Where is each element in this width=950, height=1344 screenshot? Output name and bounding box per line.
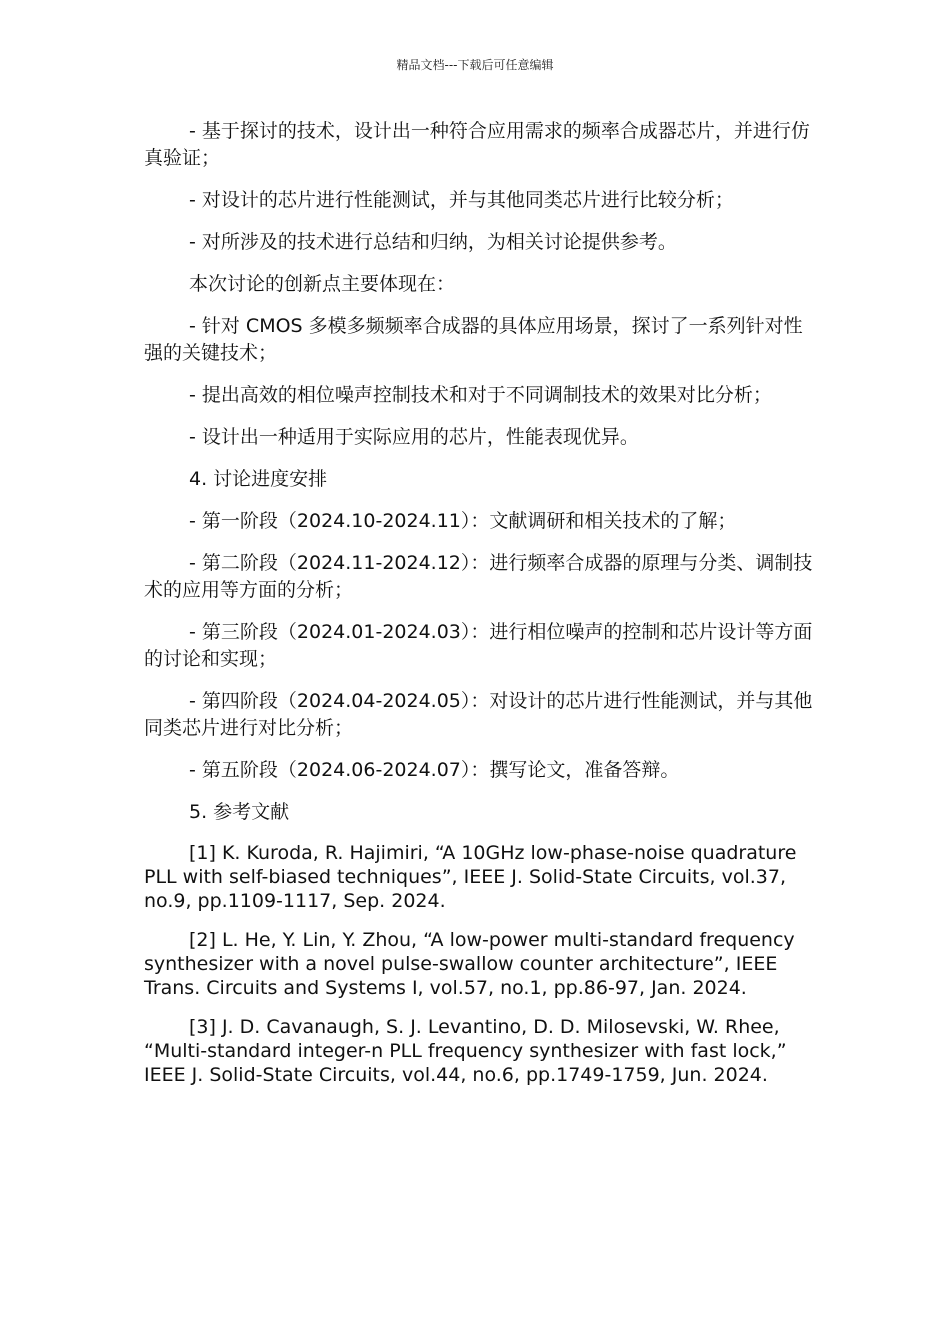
paragraph-innovation-3: - 设计出一种适用于实际应用的芯片，性能表现优异。 xyxy=(189,426,639,448)
reference-item-2: [2] L. He, Y. Lin, Y. Zhou, “A low-power multi-standard frequency synthesizer with a novel pulse-swallow counter architecture”, IEEE Trans. Circuits and Systems I, vol.57, no.1, pp.86-97, Jan. 2024. xyxy=(144,929,795,999)
paragraph-performance-test: - 对设计的芯片进行性能测试，并与其他同类芯片进行比较分析； xyxy=(189,189,734,211)
reference-item-1: [1] K. Kuroda, R. Hajimiri, “A 10GHz low-phase-noise quadrature PLL with self-biased techniques”, IEEE J. Solid-State Circuits, vol.37, no.9, pp.1109-1117, Sep. 2024. xyxy=(144,842,797,912)
schedule-phase-3: - 第三阶段（2024.01-2024.03）：进行相位噪声的控制和芯片设计等方面的讨论和实现； xyxy=(144,621,813,670)
schedule-phase-5: - 第五阶段（2024.06-2024.07）：撰写论文，准备答辩。 xyxy=(189,759,680,781)
paragraph-innovation-2: - 提出高效的相位噪声控制技术和对于不同调制技术的效果对比分析； xyxy=(189,384,772,406)
schedule-phase-1: - 第一阶段（2024.10-2024.11）：文献调研和相关技术的了解； xyxy=(189,510,737,532)
paragraph-design-chip: - 基于探讨的技术，设计出一种符合应用需求的频率合成器芯片，并进行仿真验证； xyxy=(144,120,810,169)
section-heading-schedule: 4. 讨论进度安排 xyxy=(189,468,328,490)
schedule-phase-2: - 第二阶段（2024.11-2024.12）：进行频率合成器的原理与分类、调制技术的应用等方面的分析； xyxy=(144,552,813,601)
paragraph-summary: - 对所涉及的技术进行总结和归纳，为相关讨论提供参考。 xyxy=(189,231,677,253)
document-body xyxy=(144,118,816,1102)
paragraph-innovation-intro: 本次讨论的创新点主要体现在： xyxy=(189,273,456,295)
section-heading-references: 5. 参考文献 xyxy=(189,801,290,823)
reference-item-3: [3] J. D. Cavanaugh, S. J. Levantino, D. D. Milosevski, W. Rhee, “Multi-standard integer-n PLL frequency synthesizer with fast lock,” IEEE J. Solid-State Circuits, vol.44, no.6, pp.1749-1759, Jun. 2024. xyxy=(144,1016,787,1086)
page-header: 精品文档---下载后可任意编辑 xyxy=(396,58,554,72)
schedule-phase-4: - 第四阶段（2024.04-2024.05）：对设计的芯片进行性能测试，并与其他同类芯片进行对比分析； xyxy=(144,690,813,739)
paragraph-innovation-1: - 针对 CMOS 多模多频频率合成器的具体应用场景，探讨了一系列针对性强的关键技术； xyxy=(144,315,803,364)
